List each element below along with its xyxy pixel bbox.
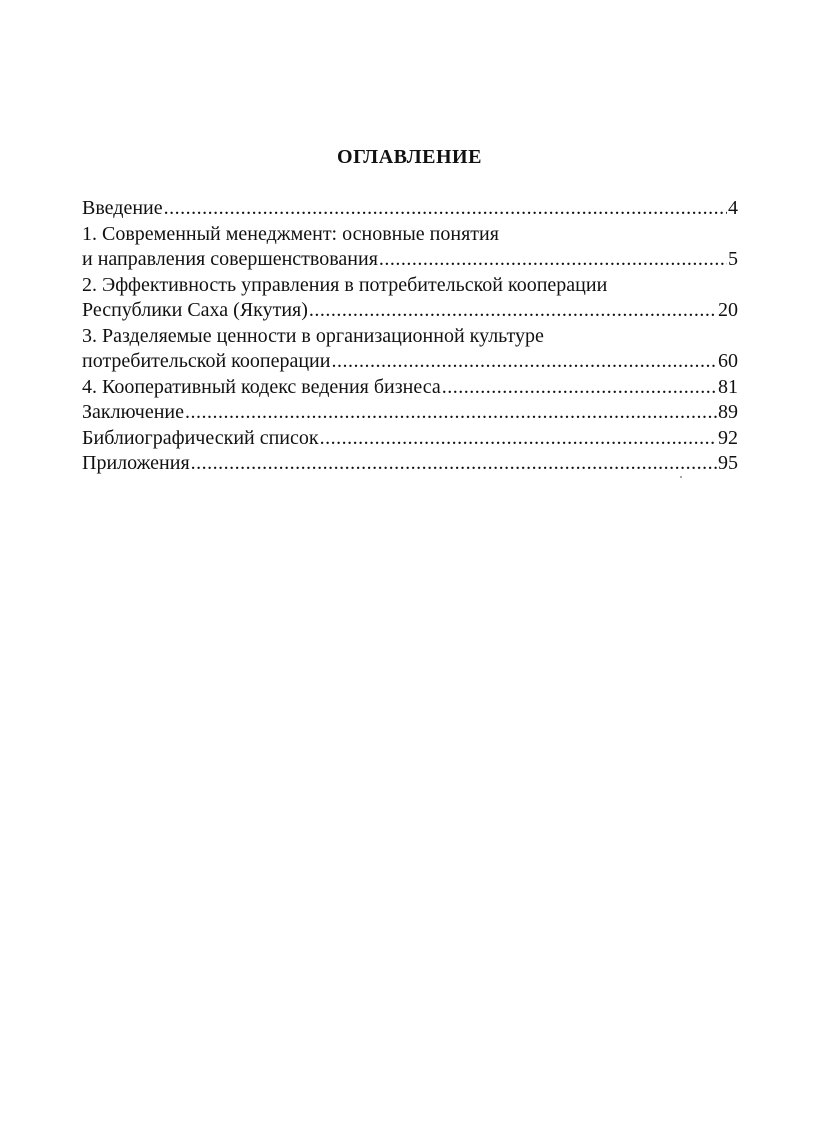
- toc-entry-bibliography[interactable]: [82, 426, 738, 452]
- toc-leader-dots: [379, 247, 727, 273]
- toc-entry-conclusion[interactable]: [82, 400, 738, 426]
- table-of-contents: [82, 196, 738, 477]
- scan-speck: [680, 476, 682, 478]
- toc-entry-chapter-2[interactable]: [82, 298, 738, 324]
- toc-entry-page: 20: [718, 299, 738, 321]
- toc-entry-page: 4: [728, 197, 738, 219]
- toc-entry-chapter-3[interactable]: [82, 349, 738, 375]
- toc-leader-dots: [320, 426, 717, 452]
- toc-entry-title: потребительской кооперации: [82, 350, 331, 372]
- toc-entry-page: 95: [718, 452, 738, 474]
- toc-entry-title: Приложения: [82, 452, 190, 474]
- toc-leader-dots: [442, 375, 717, 401]
- toc-entry-page: 60: [718, 350, 738, 372]
- toc-entry-title: Республики Саха (Якутия): [82, 299, 308, 321]
- toc-leader-dots: [185, 400, 717, 426]
- toc-entry-title: Заключение: [82, 401, 184, 423]
- toc-entry-chapter-1-line-1[interactable]: [82, 222, 738, 248]
- toc-entry-title: Библиографический список: [82, 426, 319, 449]
- toc-entry-chapter-3-line-1[interactable]: [82, 324, 738, 350]
- toc-entry-page: 81: [718, 375, 738, 398]
- toc-leader-dots: [164, 196, 727, 222]
- toc-entry-title: и направления совершенствования: [82, 248, 378, 270]
- toc-entry-title: Введение: [82, 197, 163, 219]
- toc-entry-title: 3. Разделяемые ценности в организационной культуре: [82, 324, 544, 347]
- toc-entry-title: 1. Современный менеджмент: основные понятия: [82, 222, 499, 245]
- toc-entry-chapter-4[interactable]: [82, 375, 738, 401]
- toc-leader-dots: [191, 451, 717, 477]
- toc-entry-chapter-2-line-1[interactable]: [82, 273, 738, 299]
- toc-leader-dots: [309, 298, 717, 324]
- toc-entry-introduction[interactable]: [82, 196, 738, 222]
- toc-heading: ОГЛАВЛЕНИЕ: [337, 146, 482, 168]
- toc-entry-page: 5: [728, 248, 738, 270]
- toc-entry-appendices[interactable]: [82, 451, 738, 477]
- toc-entry-chapter-1[interactable]: [82, 247, 738, 273]
- toc-entry-page: 89: [718, 401, 738, 423]
- toc-entry-page: 92: [718, 426, 738, 449]
- toc-entry-title: 4. Кооперативный кодекс ведения бизнеса: [82, 375, 441, 398]
- toc-leader-dots: [331, 349, 717, 375]
- toc-entry-title: 2. Эффективность управления в потребительской кооперации: [82, 273, 608, 296]
